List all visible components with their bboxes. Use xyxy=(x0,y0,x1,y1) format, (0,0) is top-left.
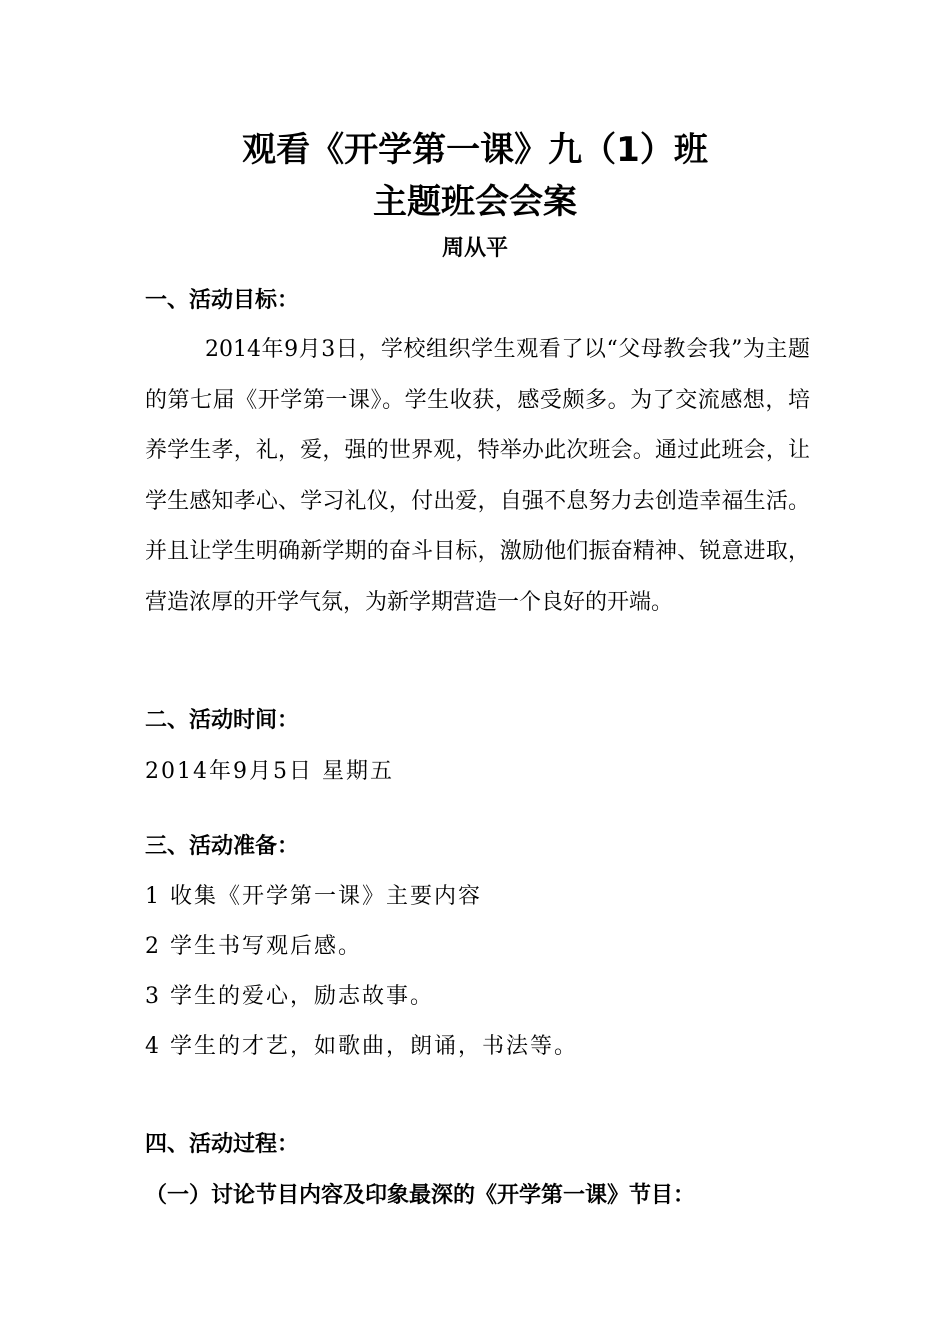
section-goal-heading: 一、活动目标： xyxy=(145,288,300,313)
section-process-heading: 四、活动过程： xyxy=(145,1132,300,1157)
section-prep-heading: 三、活动准备： xyxy=(145,834,300,859)
author-name: 周从平 xyxy=(441,236,508,261)
prep-item: 3 学生的爱心，励志故事。 xyxy=(145,984,434,1009)
title-line-1: 观看《开学第一课》九（1）班 xyxy=(242,130,708,170)
section-process-sub1: （一）讨论节目内容及印象最深的《开学第一课》节目： xyxy=(145,1183,696,1208)
section-time-body: 2014年9月5日 星期五 xyxy=(145,759,394,784)
prep-item: 2 学生书写观后感。 xyxy=(145,934,362,959)
prep-item: 4 学生的才艺，如歌曲，朗诵，书法等。 xyxy=(145,1034,578,1059)
prep-item: 1 收集《开学第一课》主要内容 xyxy=(145,884,482,909)
section-goal-body: 2014年9月3日，学校组织学生观看了以“父母教会我”为主题的第七届《开学第一课》。学生收获，感受颇多。为了交流感想，培养学生孝，礼，爱，强的世界观，特举办此次班会。通过此班会，让学生感知孝心、学习礼仪，付出爱，自强不息努力去创造幸福生活。并且让学生明确新学期的奋斗目标，激励他们振奋精神、锐意进取，营造浓厚的开学气氛，为新学期营造一个良好的开端。 xyxy=(145,337,810,615)
title-line-2: 主题班会会案 xyxy=(373,182,577,222)
section-time-heading: 二、活动时间： xyxy=(145,708,300,733)
